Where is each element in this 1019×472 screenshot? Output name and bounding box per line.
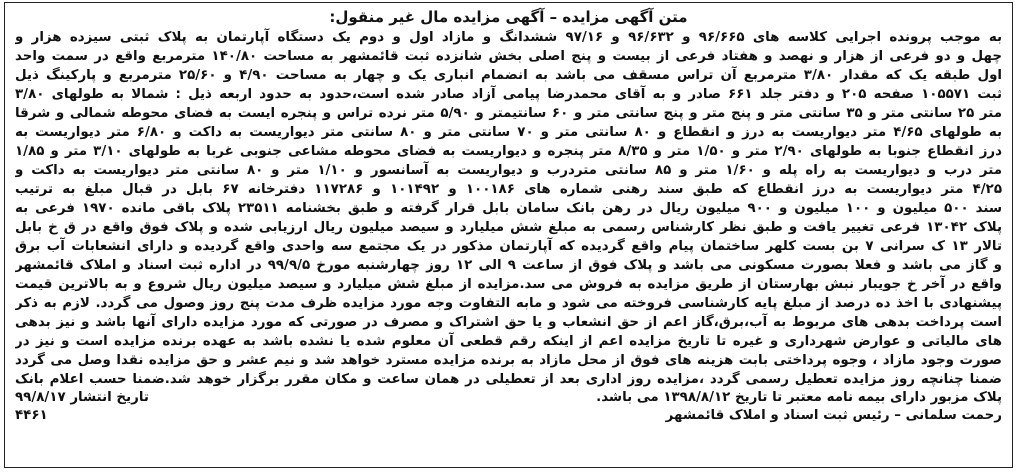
notice-line: های مالیاتی و عوارض شهرداری و غیره تا تاریخ مزایده اعم از اینکه رقم قطعی آن معلوم شده یا نشده باشد به عهده برنده مزایده است و نیز در xyxy=(15,334,1002,349)
notice-line: چهل و دو فرعی از هزار و نهصد و هفتاد فرعی از بیست و پنج اصلی بخش شانزده ثبت قائمشهر به مساحت ۱۴۰/۸۰ مترمربع واقع در سمت واحد xyxy=(15,49,1002,64)
notice-line: متر درب و دیواریست به راه پله و ۱/۶۰ متر و ۸۵ سانتی متردرب و دیواریست به آسانسور و ۱/۱۰ متر و ۸۰ سانتی متر دیواریست به داکت و xyxy=(15,163,1002,178)
notice-line: صورت وجود مازاد ، وجوه پرداختی بابت هزینه های فوق از محل مازاد به برنده مزایده مسترد خواهد شد و نیم عشر و حق مزایده نقدا وصل می گردد xyxy=(15,353,1002,368)
footer-row-1 xyxy=(15,389,1002,407)
notice-line: ۴/۲۵ متر دیواریست به درز انقطاع که طبق سند رهنی شماره های ۱۰۰۱۸۶ و ۱۰۱۴۹۲ و ۱۱۷۲۸۶ دفترخانه ۶۷ بابل در قبال مبلغ به ترتیب xyxy=(15,182,1002,197)
notice-line: است پرداخت بدهی های مربوط به آب،برق،گاز اعم از حق انشعاب و یا حق اشتراک و مصرف در صورتی که مورد مزایده دارای آنها باشد و نیز بدهی xyxy=(15,315,1002,330)
notice-line: سند ۵۰۰ میلیون و ۱۰۰ میلیون و ۹۰۰ میلیون ریال در رهن بانک سامان بابل قرار گرفته و طبق بخشنامه ۲۳۵۱۱ پلاک باقی مانده ۱۹۷۰ فرعی به xyxy=(15,201,1002,216)
notice-line: پیشنهادی با اخذ ده درصد از مبلغ پایه کارشناسی فروخته می شود و مابه التفاوت وجه مورد مزایده ظرف مدت پنج روز وصول می گردد. لازم به ذکر xyxy=(15,296,1002,311)
signatory: رحمت سلمانی – رئیس ثبت اسناد و املاک قائمشهر xyxy=(665,408,1002,423)
insurance-note: پلاک مزبور دارای بیمه نامه معتبر تا تاریخ ۱۳۹۸/۸/۱۲ می باشد. xyxy=(596,390,1002,405)
notice-line: ضمنا چنانچه روز مزایده تعطیل رسمی گردد ،مزایده روز اداری بعد از تعطیلی در همان ساعت و مکان مقرر برگزار خوهد شد.ضمنا حسب اعلام بانک xyxy=(15,372,1002,387)
notice-code: ۴۴۶۱ xyxy=(15,408,48,423)
notice-line: و گاز می باشد و فعلا بصورت مسکونی می باشد و پلاک فوق از ساعت ۹ الی ۱۲ روز چهارشنبه مورخ ۹۹/۹/۵ در اداره ثبت اسناد و املاک قائمشهر xyxy=(15,258,1002,273)
publish-date: تاریخ انتشار ۹۹/۸/۱۷ xyxy=(15,390,149,405)
notice-line: پلاک ۱۳۰۴۲ فرعی تغییر یافت و طبق نظر کارشناس رسمی به مبلغ شش میلیارد و سیصد میلیون ریال ارزیابی شده و پلاک فوق واقع در ق خ بابل xyxy=(15,220,1002,235)
notice-line: اول طبقه یک که مقدار ۳/۸۰ مترمربع آن تراس مسقف می باشد به انضمام انباری یک و چهار به مساحت ۴/۹۰ و ۲۵/۶۰ مترمربع و پارکینگ ذیل xyxy=(15,68,1002,83)
notice-title: متن آگهی مزایده – آگهی مزایده مال غیر منقول: xyxy=(329,8,688,26)
notice-line: درز انقطاع جنوبا به طولهای ۲/۹۰ متر و ۱/۵۰ متر و ۸/۳۵ متر پنجره و دیواریست به فضای محوطه مشاعی جنوبی غربا به طولهای ۳/۱۰ متر و ۱/۸۵ xyxy=(15,144,1002,159)
notice-line: به طولهای ۴/۶۵ متر دیواریست به درز و انقطاع و ۸۰ سانتی متر و ۷۰ سانتی متر و ۸۰ سانتی متر دیواریست به داکت و ۶/۸۰ متر دیواریست به xyxy=(15,125,1002,140)
auction-notice xyxy=(4,2,1013,468)
notice-line: ثبت ۱۰۵۵۷۱ صفحه ۲۰۵ و دفتر جلد ۶۶۱ صادر و به آقای محمدرضا پیامی آزاد صادر شده است،حدود به حدود اربعه ذیل : شمالا به طولهای ۳/۸۰ xyxy=(15,87,1002,102)
notice-body xyxy=(15,28,1002,389)
notice-line: متر ۲۵ سانتی متر و ۳۵ سانتی متر و پنج متر و پنج سانتی متر و ۶۰ سانتیمتر و ۵/۹۰ متر نرده تراس و پنجره ایست به فضای محوطه شمالی و شرقا xyxy=(15,106,1002,121)
notice-line: تالار ۱۳ ک سرانی ۷ بن بست کلهر ساختمان پیام واقع گردیده که آپارتمان مذکور در یک مجتمع سه واحدی واقع گردیده و دارای انشعابات آب برق xyxy=(15,239,1002,254)
footer-row-2 xyxy=(15,407,1002,425)
notice-line: به موجب پرونده اجرایی کلاسه های ۹۶/۶۶۵ و ۹۶/۶۳۲ و ۹۷/۱۶ ششدانگ و مازاد اول و دوم یک دستگاه آپارتمان به پلاک ثبتی سیزده هزار و xyxy=(15,30,1002,45)
notice-line: واقع در آخر خ جویبار نبش بهارستان از طریق مزایده به فروش می سد.مزایده از مبلغ شش میلیارد و سیصد میلیون ریال شروع و به بالاترین قیمت xyxy=(15,277,1002,292)
